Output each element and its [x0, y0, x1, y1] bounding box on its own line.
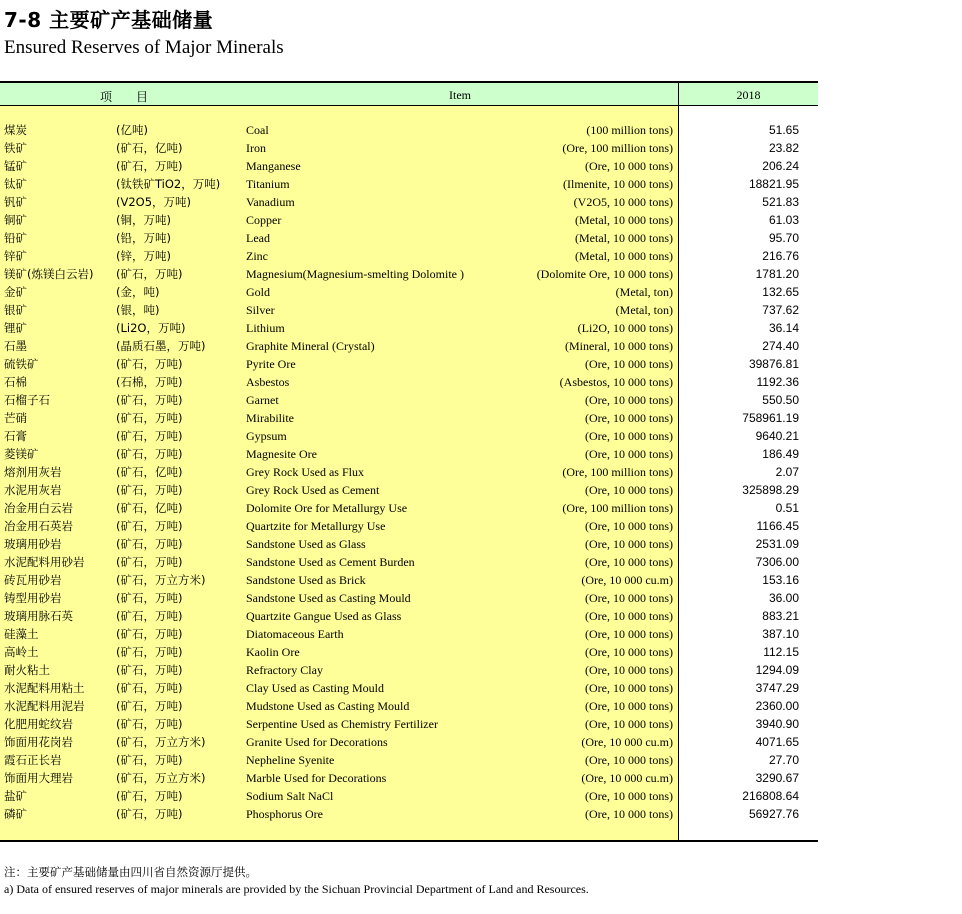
unit-en: (Ilmenite, 10 000 tons) — [563, 177, 673, 191]
unit-cn: (石棉，万吨) — [116, 375, 183, 389]
unit-cn: (矿石，万吨) — [116, 357, 183, 371]
unit-cn: (矿石，万吨) — [116, 717, 183, 731]
mineral-name-cn: 石墨 — [4, 339, 27, 353]
unit-cn: (矿石，亿吨) — [116, 501, 183, 515]
reserve-value: 9640.21 — [755, 429, 799, 443]
reserve-value: 325898.29 — [742, 483, 799, 497]
reserve-value: 3747.29 — [755, 681, 799, 695]
reserve-value: 2.07 — [775, 465, 799, 479]
unit-cn: (Li2O，万吨) — [116, 321, 186, 335]
table-row — [0, 661, 818, 679]
mineral-name-en: Clay Used as Casting Mould — [246, 681, 384, 695]
unit-cn: (矿石，万吨) — [116, 411, 183, 425]
unit-cn: (矿石，万吨) — [116, 447, 183, 461]
mineral-name-en: Dolomite Ore for Metallurgy Use — [246, 501, 408, 515]
unit-en: (Ore, 10 000 cu.m) — [581, 771, 673, 785]
page-title-cn: 7-8 主要矿产基础储量 — [4, 8, 214, 32]
reserve-value: 1192.36 — [756, 375, 799, 389]
reserve-value: 112.15 — [763, 645, 799, 659]
unit-cn: (晶质石墨，万吨) — [116, 339, 206, 353]
mineral-name-en: Phosphorus Ore — [246, 807, 323, 821]
table-row — [0, 229, 818, 247]
mineral-name-cn: 熔剂用灰岩 — [4, 465, 62, 479]
mineral-name-cn: 霞石正长岩 — [4, 753, 62, 767]
unit-en: (Ore, 10 000 tons) — [585, 519, 673, 533]
table-body — [0, 121, 818, 823]
unit-cn: (矿石，亿吨) — [116, 465, 183, 479]
mineral-name-en: Granite Used for Decorations — [246, 735, 388, 749]
unit-cn: (矿石，万吨) — [116, 591, 183, 605]
table-row — [0, 787, 818, 805]
unit-cn: (矿石，亿吨) — [116, 141, 183, 155]
mineral-name-en: Nepheline Syenite — [246, 753, 335, 767]
reserve-value: 883.21 — [762, 609, 799, 623]
mineral-name-cn: 锌矿 — [4, 249, 27, 263]
mineral-name-en: Sandstone Used as Glass — [246, 537, 366, 551]
mineral-name-cn: 硅藻土 — [4, 627, 39, 641]
reserve-value: 95.70 — [768, 231, 799, 245]
table-row — [0, 571, 818, 589]
table-row — [0, 355, 818, 373]
reserve-value: 216808.64 — [742, 789, 799, 803]
unit-en: (Ore, 10 000 tons) — [585, 159, 673, 173]
mineral-name-en: Mudstone Used as Casting Mould — [246, 699, 410, 713]
unit-cn: (矿石，万立方米) — [116, 573, 206, 587]
unit-en: (V2O5, 10 000 tons) — [573, 195, 673, 209]
table-row — [0, 139, 818, 157]
unit-cn: (矿石，万吨) — [116, 429, 183, 443]
unit-en: (Ore, 10 000 tons) — [585, 447, 673, 461]
mineral-name-en: Magnesite Ore — [246, 447, 317, 461]
mineral-name-en: Sodium Salt NaCl — [246, 789, 334, 803]
mineral-name-en: Sandstone Used as Brick — [246, 573, 366, 587]
table-row — [0, 157, 818, 175]
mineral-name-cn: 水泥用灰岩 — [4, 483, 62, 497]
reserve-value: 1166.45 — [756, 519, 799, 533]
unit-cn: (矿石，万吨) — [116, 537, 183, 551]
mineral-name-en: Lead — [246, 231, 270, 245]
mineral-name-en: Iron — [246, 141, 266, 155]
table-row — [0, 805, 818, 823]
table-row — [0, 337, 818, 355]
mineral-name-en: Diatomaceous Earth — [246, 627, 344, 641]
mineral-name-en: Sandstone Used as Casting Mould — [246, 591, 411, 605]
mineral-name-en: Gold — [246, 285, 270, 299]
table-row — [0, 679, 818, 697]
unit-cn: (铜，万吨) — [116, 213, 171, 227]
reserve-value: 1781.20 — [755, 267, 799, 281]
unit-en: (Ore, 10 000 tons) — [585, 591, 673, 605]
table-row — [0, 121, 818, 139]
unit-en: (Ore, 10 000 cu.m) — [581, 735, 673, 749]
reserve-value: 23.82 — [768, 141, 799, 155]
unit-en: (Ore, 10 000 tons) — [585, 429, 673, 443]
table-row — [0, 175, 818, 193]
unit-en: (Ore, 10 000 tons) — [585, 483, 673, 497]
mineral-name-en: Silver — [246, 303, 275, 317]
unit-en: (100 million tons) — [586, 123, 673, 137]
mineral-name-cn: 钒矿 — [4, 195, 27, 209]
table-row — [0, 481, 818, 499]
unit-cn: (矿石，万吨) — [116, 663, 183, 677]
reserve-value: 153.16 — [762, 573, 799, 587]
unit-en: (Metal, 10 000 tons) — [575, 249, 673, 263]
unit-cn: (金，吨) — [116, 285, 160, 299]
unit-en: (Ore, 10 000 tons) — [585, 537, 673, 551]
reserve-value: 39876.81 — [748, 357, 799, 371]
table-row — [0, 715, 818, 733]
mineral-name-cn: 铅矿 — [4, 231, 27, 245]
mineral-name-cn: 玻璃用脉石英 — [4, 609, 73, 623]
mineral-name-en: Gypsum — [246, 429, 287, 443]
mineral-name-cn: 煤炭 — [4, 123, 27, 137]
unit-en: (Ore, 10 000 tons) — [585, 807, 673, 821]
mineral-name-cn: 盐矿 — [4, 789, 27, 803]
unit-en: (Ore, 10 000 tons) — [585, 789, 673, 803]
mineral-name-cn: 水泥配料用砂岩 — [4, 555, 85, 569]
mineral-name-cn: 高岭土 — [4, 645, 39, 659]
reserve-value: 7306.00 — [755, 555, 799, 569]
unit-cn: (锌，万吨) — [116, 249, 171, 263]
header-item-cn: 项 目 — [100, 90, 149, 104]
header-year: 2018 — [736, 88, 761, 102]
mineral-name-en: Quartzite for Metallurgy Use — [246, 519, 386, 533]
mineral-name-cn: 镁矿(炼镁白云岩) — [4, 267, 94, 281]
mineral-name-en: Titanium — [246, 177, 290, 191]
table-row — [0, 409, 818, 427]
unit-cn: (V2O5，万吨) — [116, 195, 192, 209]
table-row — [0, 607, 818, 625]
table-row — [0, 625, 818, 643]
reserve-value: 387.10 — [762, 627, 799, 641]
unit-en: (Dolomite Ore, 10 000 tons) — [536, 267, 673, 281]
table-row — [0, 391, 818, 409]
unit-en: (Ore, 10 000 cu.m) — [581, 573, 673, 587]
mineral-name-cn: 饰面用花岗岩 — [4, 735, 73, 749]
reserve-value: 4071.65 — [755, 735, 799, 749]
mineral-name-cn: 石膏 — [4, 429, 27, 443]
mineral-name-en: Grey Rock Used as Flux — [246, 465, 364, 479]
reserve-value: 186.49 — [762, 447, 799, 461]
reserve-value: 0.51 — [775, 501, 799, 515]
mineral-name-en: Sandstone Used as Cement Burden — [246, 555, 415, 569]
reserve-value: 2360.00 — [755, 699, 799, 713]
mineral-name-cn: 铜矿 — [4, 213, 27, 227]
mineral-name-en: Serpentine Used as Chemistry Fertilizer — [246, 717, 438, 731]
unit-en: (Mineral, 10 000 tons) — [565, 339, 673, 353]
reserve-value: 132.65 — [762, 285, 799, 299]
unit-en: (Ore, 10 000 tons) — [585, 681, 673, 695]
unit-cn: (矿石，万吨) — [116, 807, 183, 821]
unit-en: (Ore, 10 000 tons) — [585, 555, 673, 569]
table-row — [0, 499, 818, 517]
mineral-name-en: Pyrite Ore — [246, 357, 296, 371]
unit-cn: (矿石，万吨) — [116, 393, 183, 407]
reserve-value: 737.62 — [762, 303, 799, 317]
mineral-name-en: Refractory Clay — [246, 663, 323, 677]
unit-cn: (矿石，万吨) — [116, 627, 183, 641]
table-row — [0, 373, 818, 391]
unit-en: (Ore, 100 million tons) — [562, 141, 673, 155]
table-row — [0, 445, 818, 463]
reserve-value: 18821.95 — [748, 177, 799, 191]
unit-en: (Ore, 100 million tons) — [562, 465, 673, 479]
unit-en: (Ore, 10 000 tons) — [585, 627, 673, 641]
mineral-name-cn: 化肥用蛇纹岩 — [4, 717, 73, 731]
table-row — [0, 193, 818, 211]
mineral-name-en: Manganese — [246, 159, 301, 173]
table-row — [0, 589, 818, 607]
table-row — [0, 265, 818, 283]
table-row — [0, 427, 818, 445]
unit-en: (Li2O, 10 000 tons) — [577, 321, 673, 335]
footnote-cn: 注：主要矿产基础储量由四川省自然资源厅提供。 — [4, 865, 257, 879]
mineral-name-cn: 锂矿 — [4, 321, 27, 335]
mineral-name-cn: 水泥配料用泥岩 — [4, 699, 85, 713]
unit-en: (Ore, 10 000 tons) — [585, 609, 673, 623]
mineral-name-cn: 磷矿 — [4, 807, 27, 821]
mineral-name-cn: 砖瓦用砂岩 — [4, 573, 62, 587]
mineral-name-en: Copper — [246, 213, 282, 227]
footnote-en: a) Data of ensured reserves of major minerals are provided by the Sichuan Provincial Department of Land and Resources. — [4, 882, 589, 896]
mineral-name-en: Coal — [246, 123, 269, 137]
unit-en: (Ore, 10 000 tons) — [585, 411, 673, 425]
mineral-name-cn: 玻璃用砂岩 — [4, 537, 62, 551]
table-row — [0, 211, 818, 229]
reserve-value: 206.24 — [762, 159, 799, 173]
reserve-value: 36.00 — [768, 591, 799, 605]
page-title-en: Ensured Reserves of Major Minerals — [4, 37, 284, 58]
mineral-name-cn: 硫铁矿 — [4, 357, 39, 371]
mineral-name-cn: 银矿 — [4, 303, 27, 317]
table-row — [0, 733, 818, 751]
mineral-name-en: Garnet — [246, 393, 279, 407]
unit-en: (Ore, 10 000 tons) — [585, 645, 673, 659]
unit-en: (Ore, 10 000 tons) — [585, 717, 673, 731]
unit-cn: (矿石，万吨) — [116, 789, 183, 803]
unit-en: (Ore, 10 000 tons) — [585, 393, 673, 407]
table-bottom-rule — [0, 840, 818, 842]
unit-en: (Metal, 10 000 tons) — [575, 213, 673, 227]
unit-cn: (矿石，万吨) — [116, 519, 183, 533]
mineral-name-cn: 锰矿 — [4, 159, 27, 173]
mineral-name-en: Graphite Mineral (Crystal) — [246, 339, 375, 353]
table-row — [0, 769, 818, 787]
mineral-name-en: Marble Used for Decorations — [246, 771, 387, 785]
table-row — [0, 517, 818, 535]
unit-en: (Metal, ton) — [615, 303, 673, 317]
table-row — [0, 319, 818, 337]
unit-cn: (矿石，万吨) — [116, 699, 183, 713]
mineral-name-cn: 石棉 — [4, 375, 27, 389]
unit-cn: (矿石，万吨) — [116, 555, 183, 569]
mineral-name-en: Magnesium(Magnesium-smelting Dolomite ) — [246, 267, 464, 281]
header-item-en: Item — [449, 88, 471, 102]
unit-cn: (亿吨) — [116, 123, 148, 137]
unit-cn: (矿石，万吨) — [116, 159, 183, 173]
mineral-name-cn: 铁矿 — [4, 141, 27, 155]
unit-cn: (矿石，万吨) — [116, 753, 183, 767]
reserve-value: 550.50 — [762, 393, 799, 407]
mineral-name-cn: 饰面用大理岩 — [4, 771, 73, 785]
unit-cn: (银，吨) — [116, 303, 160, 317]
unit-en: (Ore, 10 000 tons) — [585, 663, 673, 677]
table-row — [0, 301, 818, 319]
unit-cn: (铅，万吨) — [116, 231, 171, 245]
reserve-value: 56927.76 — [748, 807, 799, 821]
reserve-value: 274.40 — [762, 339, 799, 353]
mineral-name-cn: 冶金用石英岩 — [4, 519, 73, 533]
mineral-name-en: Quartzite Gangue Used as Glass — [246, 609, 402, 623]
table-row — [0, 283, 818, 301]
table-row — [0, 535, 818, 553]
mineral-name-cn: 冶金用白云岩 — [4, 501, 73, 515]
mineral-name-cn: 金矿 — [4, 285, 27, 299]
mineral-name-en: Kaolin Ore — [246, 645, 300, 659]
mineral-name-cn: 铸型用砂岩 — [4, 591, 62, 605]
mineral-name-en: Mirabilite — [246, 411, 294, 425]
table-row — [0, 553, 818, 571]
reserve-value: 3290.67 — [755, 771, 799, 785]
mineral-name-cn: 水泥配料用粘土 — [4, 681, 85, 695]
table-row — [0, 643, 818, 661]
reserve-value: 521.83 — [762, 195, 799, 209]
unit-en: (Ore, 100 million tons) — [562, 501, 673, 515]
reserve-value: 758961.19 — [742, 411, 799, 425]
mineral-name-en: Asbestos — [246, 375, 290, 389]
unit-cn: (矿石，万吨) — [116, 267, 183, 281]
reserve-value: 3940.90 — [755, 717, 799, 731]
reserve-value: 51.65 — [768, 123, 799, 137]
mineral-name-en: Lithium — [246, 321, 285, 335]
mineral-name-en: Zinc — [246, 249, 268, 263]
unit-en: (Asbestos, 10 000 tons) — [559, 375, 673, 389]
reserve-value: 1294.09 — [755, 663, 799, 677]
mineral-name-en: Grey Rock Used as Cement — [246, 483, 380, 497]
mineral-name-cn: 耐火粘土 — [4, 663, 50, 677]
mineral-name-cn: 钛矿 — [4, 177, 27, 191]
table-row — [0, 247, 818, 265]
reserve-value: 61.03 — [768, 213, 799, 227]
reserve-value: 36.14 — [768, 321, 799, 335]
mineral-name-cn: 菱镁矿 — [4, 447, 39, 461]
unit-en: (Ore, 10 000 tons) — [585, 699, 673, 713]
mineral-name-en: Vanadium — [246, 195, 295, 209]
unit-en: (Ore, 10 000 tons) — [585, 753, 673, 767]
unit-cn: (矿石，万立方米) — [116, 735, 206, 749]
unit-cn: (矿石，万吨) — [116, 681, 183, 695]
reserve-value: 27.70 — [768, 753, 799, 767]
unit-en: (Ore, 10 000 tons) — [585, 357, 673, 371]
reserve-value: 2531.09 — [755, 537, 799, 551]
table-row — [0, 697, 818, 715]
mineral-name-cn: 石榴子石 — [4, 393, 50, 407]
table-row — [0, 751, 818, 769]
reserve-value: 216.76 — [762, 249, 799, 263]
unit-cn: (钛铁矿TiO2，万吨) — [116, 177, 221, 191]
unit-en: (Metal, ton) — [615, 285, 673, 299]
mineral-name-cn: 芒硝 — [4, 411, 27, 425]
unit-cn: (矿石，万吨) — [116, 483, 183, 497]
unit-cn: (矿石，万立方米) — [116, 771, 206, 785]
table-header — [0, 83, 818, 105]
table-row — [0, 463, 818, 481]
unit-en: (Metal, 10 000 tons) — [575, 231, 673, 245]
unit-cn: (矿石，万吨) — [116, 645, 183, 659]
unit-cn: (矿石，万吨) — [116, 609, 183, 623]
